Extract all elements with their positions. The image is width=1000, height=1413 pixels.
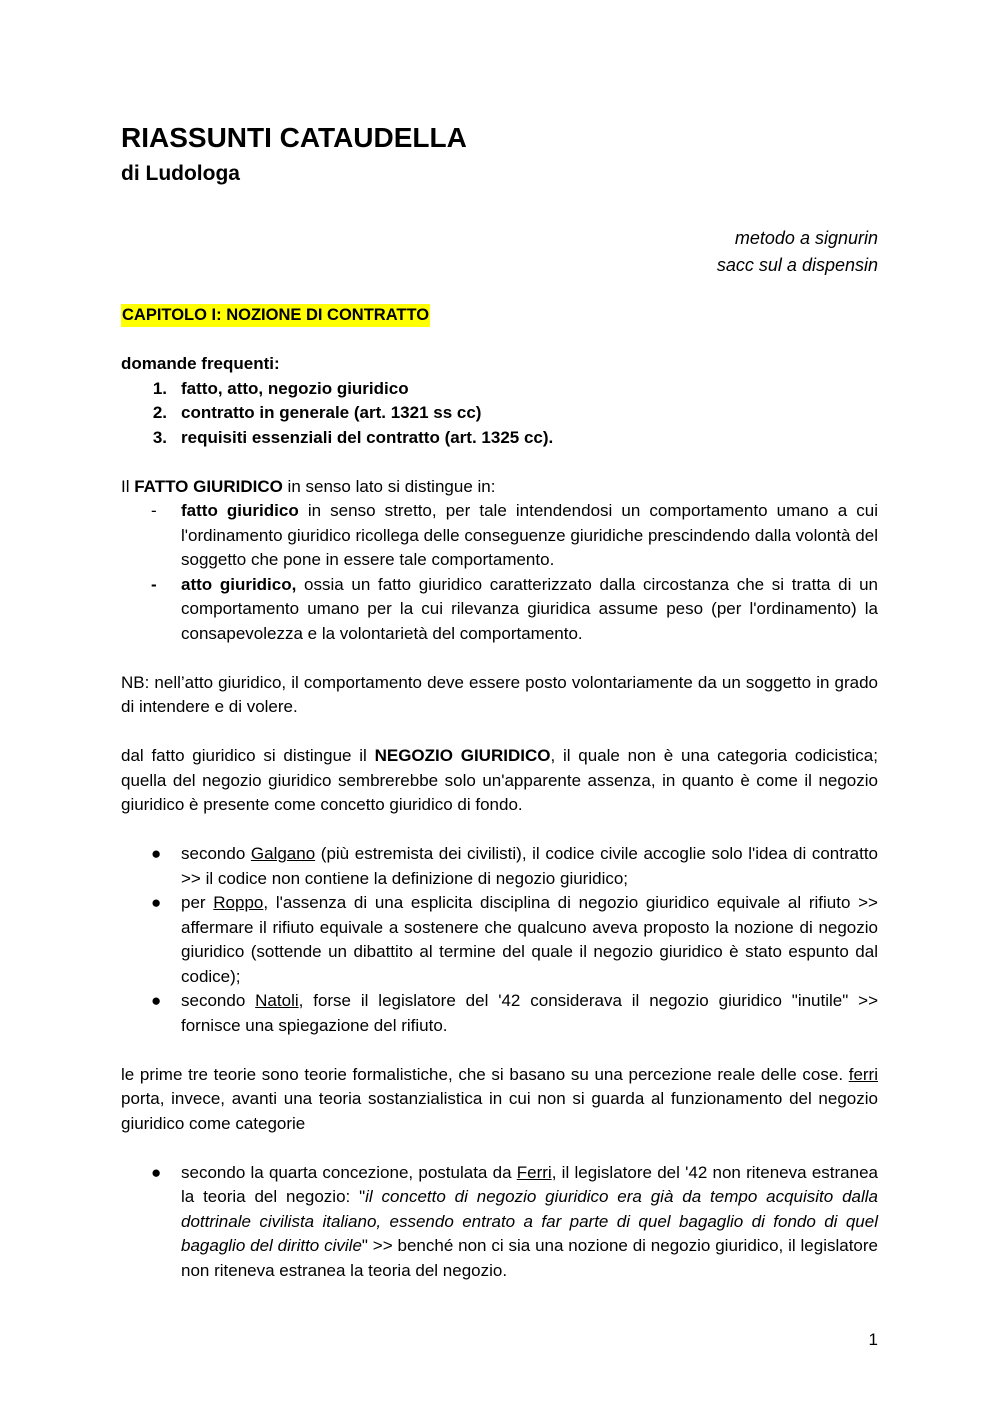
chapter-heading: CAPITOLO I: NOZIONE DI CONTRATTO	[121, 304, 430, 327]
list-item: ● secondo Galgano (più estremista dei civilisti), il codice civile accoglie solo l'idea di contratto >> il codice non contiene la definizione di negozio giuridico;	[151, 844, 878, 888]
body-text	[121, 352, 878, 1283]
list-item-text: fatto, atto, negozio giuridico	[181, 378, 409, 398]
faq-heading: domande frequenti:	[121, 354, 280, 373]
author-name: Natoli	[255, 991, 299, 1010]
dash-marker: -	[151, 574, 157, 594]
bullet-marker: ●	[151, 844, 162, 863]
list-item	[121, 377, 878, 402]
document-title: RIASSUNTI CATAUDELLA	[121, 122, 467, 153]
page-number: 1	[868, 1330, 878, 1349]
document-subtitle: di Ludologa	[121, 162, 240, 185]
author-name: Ferri	[516, 1162, 552, 1182]
paragraph-fatto-intro: Il FATTO GIURIDICO in senso lato si distingue in:	[121, 476, 496, 496]
paragraph-nb: NB: nell’atto giuridico, il comportamento deve essere posto volontariamente da un soggetto in grado di intendere e di volere.	[121, 672, 878, 716]
list-item: ● per Roppo, l'assenza di una esplicita disciplina di negozio giuridico equivale al rifiuto >> affermare il rifiuto equivale a sostenere che qualcuno aveva proposto la nozione di negozio giuridico (sottende un dibattito al termine del quale il negozio giuridico è stato espunto dal codice);	[151, 893, 878, 986]
key-term: FATTO GIURIDICO	[134, 476, 283, 496]
list-item: - fatto giuridico in senso stretto, per tale intendendosi un comportamento umano a cui l'ordinamento giuridico ricollega delle conseguenze giuridiche prescindendo dalla volontà del soggetto che pone in essere tale comportamento.	[151, 501, 879, 569]
quotation: il concetto di negozio giuridico era già da tempo acquisito dalla dottrinale civilista italiano, essendo entrato a far parte di quel bagaglio di fondo di quel bagaglio del diritto civile	[181, 1187, 878, 1255]
list-item	[121, 401, 878, 426]
bullet-marker: ●	[151, 1162, 162, 1182]
list-item: - atto giuridico, ossia un fatto giuridico caratterizzato dalla circostanza che si tratta di un comportamento umano per la cui rilevanza giuridica assume peso (per l'ordinamento) la consapevolezza e la volontarietà del comportamento.	[151, 574, 878, 643]
motto	[717, 225, 878, 279]
list-item	[121, 426, 878, 451]
motto-line: metodo a signurin	[734, 228, 878, 248]
paragraph-negozio: dal fatto giuridico si distingue il NEGOZIO GIURIDICO, il quale non è una categoria codicistica; quella del negozio giuridico sembrerebbe solo un'apparente assenza, in quanto è come il negozio giuridico è presente come concetto giuridico di fondo.	[121, 746, 878, 814]
bullet-marker: ●	[151, 893, 162, 912]
author-name: Galgano	[250, 844, 316, 863]
list-item-text: contratto in generale (art. 1321 ss cc)	[181, 403, 482, 422]
list-item: ● secondo la quarta concezione, postulata da Ferri, il legislatore del '42 non riteneva estranea la teoria del negozio: "il concetto di negozio giuridico era già da tempo acquisito dalla dottrinale civilista italiano, essendo entrato a far parte di quel bagaglio di fondo di quel bagaglio del diritto civile" >> benché non ci sia una nozione di negozio giuridico, il legislatore non riteneva estranea la teoria del negozio.	[151, 1162, 879, 1280]
motto-line: sacc sul a dispensin	[716, 255, 878, 275]
key-term: atto giuridico,	[181, 574, 297, 594]
dash-marker: -	[151, 501, 157, 520]
key-term: NEGOZIO GIURIDICO	[374, 746, 551, 765]
list-number: 2.	[152, 403, 167, 422]
key-term: fatto giuridico	[181, 501, 299, 520]
list-item-text: requisiti essenziali del contratto (art. 1325 cc).	[181, 427, 554, 447]
author-name: ferri	[848, 1064, 878, 1084]
paragraph-formal: le prime tre teorie sono teorie formalistiche, che si basano su una percezione reale delle cose. ferri porta, invece, avanti una teoria sostanzialistica in cui non si guarda al funzionamento del negozio giuridico come categorie	[121, 1064, 878, 1133]
author-name: Roppo	[213, 893, 264, 912]
list-number: 3.	[152, 427, 167, 447]
bullet-marker: ●	[151, 991, 162, 1010]
list-item: ● secondo Natoli, forse il legislatore del '42 considerava il negozio giuridico "inutile" >> fornisce una spiegazione del rifiuto.	[151, 991, 879, 1035]
list-number: 1.	[152, 378, 167, 398]
